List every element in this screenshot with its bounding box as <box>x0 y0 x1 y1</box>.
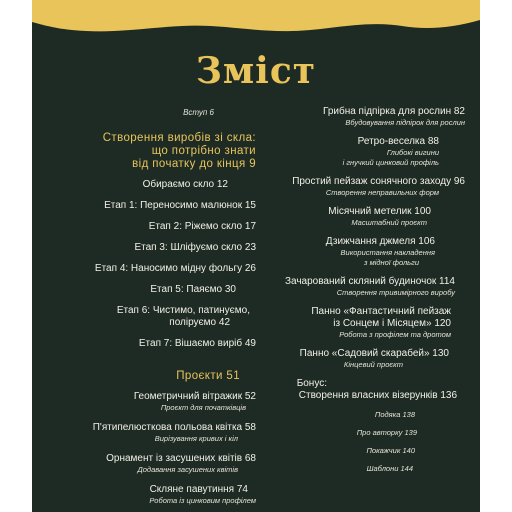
toc-item[interactable]: Етап 7: Вішаємо виріб 49 <box>138 338 256 349</box>
project-subtitle: Робота із цинковим профілем <box>149 496 256 505</box>
section-line: від початку до кінця 9 <box>132 158 256 170</box>
toc-item-line: Етап 6: Чистимо, патинуємо, <box>116 305 250 316</box>
project-title: Панно «Садовий скарабей» 130 <box>299 348 449 359</box>
toc-extra[interactable]: Покажчик 140 <box>366 446 415 455</box>
toc-project[interactable] <box>260 106 465 128</box>
project-title: Грибна підпірка для рослин 82 <box>322 106 465 117</box>
toc-bonus[interactable] <box>260 378 465 402</box>
project-title: Зачарований скляний будиночок 114 <box>284 276 455 287</box>
project-subtitle: Використання накладення <box>340 248 435 257</box>
project-title: Дзижчання джмеля 106 <box>325 236 435 247</box>
page-title: Зміст <box>195 50 317 92</box>
toc-item-stage6[interactable] <box>46 305 256 329</box>
project-title: Панно «Фантастичний пейзаж <box>311 306 451 317</box>
toc-project[interactable] <box>260 136 465 168</box>
toc-item[interactable]: Етап 3: Шліфуємо скло 23 <box>134 242 256 253</box>
toc-project[interactable] <box>260 206 465 228</box>
toc-project[interactable] <box>260 176 465 198</box>
toc-item[interactable]: Етап 4: Наносимо мідну фольгу 26 <box>94 263 256 274</box>
project-title: Орнамент із засушених квітів 68 <box>106 453 256 464</box>
toc-project[interactable] <box>46 453 256 475</box>
toc-left-column <box>46 104 256 506</box>
toc-section-creating[interactable] <box>46 132 256 171</box>
project-subtitle: Вирізування кривих і кіл <box>154 434 238 443</box>
toc-extra[interactable]: Про авторку 139 <box>356 428 417 437</box>
project-subtitle: Глибокі вигини <box>386 148 439 157</box>
toc-extra[interactable]: Подяка 138 <box>374 410 415 419</box>
project-subtitle: Створення тривимірного виробу <box>336 288 455 297</box>
project-subtitle: Створення неправильних форм <box>325 188 439 197</box>
toc-item[interactable]: Етап 2: Ріжемо скло 17 <box>148 221 256 232</box>
project-subtitle: Проєкт для початківців <box>160 403 246 412</box>
toc-right-column <box>260 104 465 474</box>
section-line: що потрібно знати <box>151 145 256 157</box>
toc-item[interactable]: Етап 5: Паяємо 30 <box>150 284 236 295</box>
project-title: Скляне павутиння 74 <box>149 484 248 495</box>
section-line: Створення виробів зі скла: <box>102 132 256 144</box>
bonus-title: Створення власних візерунків 136 <box>298 390 457 401</box>
toc-item[interactable]: Етап 1: Переносимо малюнок 15 <box>104 200 256 211</box>
project-title: Ретро-веселка 88 <box>357 136 439 147</box>
project-title: П'ятипелюсткова польова квітка 58 <box>92 422 256 433</box>
toc-extra[interactable]: Шаблони 144 <box>366 464 413 473</box>
project-title: із Сонцем і Місяцем» 120 <box>333 318 451 329</box>
toc-item-line: поліруємо 42 <box>169 317 230 328</box>
project-title: Місячний метелик 100 <box>328 206 431 217</box>
project-title: Геометричний вітражик 52 <box>133 391 256 402</box>
toc-project[interactable] <box>46 391 256 413</box>
project-subtitle: з мідної фольги <box>364 258 419 267</box>
project-subtitle: Робота з профілем та дротом <box>339 330 451 339</box>
project-subtitle: Вбудовування підпірок для рослин <box>345 118 465 127</box>
project-subtitle: і гнучкий цинковий профіль <box>342 158 439 167</box>
toc-project[interactable] <box>260 236 465 268</box>
toc-project[interactable] <box>260 276 465 298</box>
top-wave-band <box>32 0 480 34</box>
page <box>32 0 480 512</box>
project-subtitle: Масштабний проєкт <box>351 218 427 227</box>
toc-section-projects[interactable]: Проєкти 51 <box>176 370 240 382</box>
project-title: Простий пейзаж сонячного заходу 96 <box>292 176 465 187</box>
toc-project[interactable] <box>260 306 465 340</box>
project-subtitle: Кінцевий проєкт <box>343 360 403 369</box>
project-subtitle: Додавання засушених квітів <box>137 465 238 474</box>
toc-project[interactable] <box>46 422 256 444</box>
toc-project[interactable] <box>260 348 465 370</box>
toc-item[interactable]: Обираємо скло 12 <box>142 179 228 190</box>
toc-intro[interactable]: Вступ 6 <box>183 108 214 117</box>
toc-project[interactable] <box>46 484 256 506</box>
bonus-label: Бонус: <box>296 378 327 389</box>
